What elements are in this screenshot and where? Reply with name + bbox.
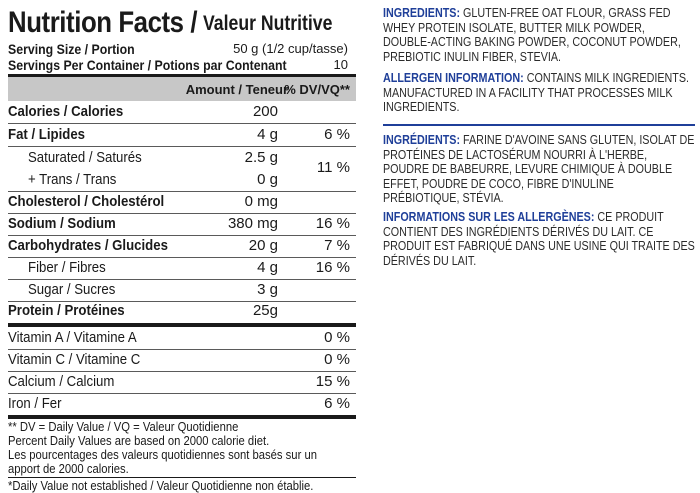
nutrient-row-sugar — [8, 279, 356, 302]
vitamin-name: Calcium / Calcium — [8, 373, 115, 390]
ingredients-heading: INGREDIENTS: — [383, 6, 461, 20]
nutrient-row-trans — [8, 169, 356, 192]
vitamin-name: Vitamin A / Vitamine A — [8, 329, 137, 346]
serving-size-label: Serving Size / Portion — [8, 41, 135, 57]
nutrient-name: Sugar / Sucres — [28, 281, 116, 298]
allergen-text: PRODUIT EST FABRIQUÉ DANS UNE USINE QUI TRAITE DES — [383, 239, 695, 253]
ingredients-french — [383, 133, 695, 206]
table-header — [8, 77, 356, 101]
ingredients-text: FARINE D'AVOINE SANS GLUTEN, ISOLAT DE — [460, 133, 695, 147]
servings-per-container-label: Servings Per Container / Potions par Contenant — [8, 57, 287, 73]
title-english: Nutrition Facts / — [8, 6, 198, 39]
nutrient-row-fiber — [8, 257, 356, 280]
vitamin-name: Vitamin C / Vitamine C — [8, 351, 141, 368]
nutrient-dv: 6 % — [324, 126, 350, 143]
nutrient-name: Saturated / Saturés — [28, 149, 142, 166]
nutrient-amount: 200 — [252, 103, 278, 120]
vitamin-row-calcium — [8, 371, 356, 394]
servings-per-container-row — [8, 57, 356, 73]
allergen-text: CONTIENT DES INGRÉDIENTS DÉRIVÉS DU LAIT. CE — [383, 224, 654, 239]
footnote-line: *Daily Value not established / Valeur Quotidienne non établie. — [8, 479, 314, 493]
nutrient-name: Sodium / Sodium — [8, 215, 116, 232]
nutrient-name: Carbohydrates / Glucides — [8, 237, 168, 254]
nutrient-name: Protein / Protéines — [8, 302, 125, 319]
nutrient-row-protein — [8, 300, 356, 322]
nutrient-row-fat — [8, 124, 356, 147]
allergen-english — [383, 71, 695, 115]
nutrient-amount: 2.5 g — [244, 149, 278, 166]
divider-thick — [8, 415, 356, 419]
ingredients-text: PRÉBIOTIQUE, STÉVIA. — [383, 191, 504, 205]
nutrient-dv: 16 % — [315, 215, 350, 232]
vitamin-dv: 6 % — [324, 395, 350, 412]
nutrient-row-calories — [8, 101, 356, 124]
vitamin-dv: 0 % — [324, 351, 350, 368]
nutrient-amount: 0 g — [257, 171, 278, 188]
nutrient-amount: 0 mg — [244, 193, 278, 210]
footnote-line: ** DV = Daily Value / VQ = Valeur Quotidienne — [8, 420, 239, 434]
ingredients-text: WHEY PROTEIN ISOLATE, BUTTER MILK POWDER, — [383, 20, 645, 35]
serving-size-value: 50 g (1/2 cup/tasse) — [233, 41, 348, 56]
header-amount: Amount / Teneur — [185, 82, 288, 97]
allergen-text: MANUFACTURED IN A FACILITY THAT PROCESSES MILK — [383, 85, 673, 100]
nutrient-row-carbohydrates — [8, 235, 356, 258]
nutrition-facts-panel — [8, 6, 356, 493]
vitamin-row-a — [8, 327, 356, 350]
ingredients-text: PROTÉINES DE LACTOSÉRUM NOURRI À L'HERBE, — [383, 147, 648, 162]
nutrient-amount: 4 g — [257, 259, 278, 276]
ingredients-text: DOUBLE-ACTING BAKING POWDER, COCONUT POWDER, — [383, 35, 681, 49]
ingredients-text: GLUTEN-FREE OAT FLOUR, GRASS FED — [460, 6, 671, 20]
nutrient-amount: 3 g — [257, 281, 278, 298]
ingredients-heading: INGRÉDIENTS: — [383, 133, 461, 147]
ingredients-text: EFFET, POUDRE DE COCO, FIBRE D'INULINE — [383, 176, 614, 191]
saturated-trans-dv: 11 % — [316, 159, 350, 176]
divider-thin — [8, 477, 356, 478]
nutrient-row-sodium — [8, 213, 356, 236]
footnote-daily-value — [8, 420, 356, 476]
footnote-line: apport de 2000 calories. — [8, 462, 129, 476]
footnote-line: Percent Daily Values are based on 2000 calorie diet. — [8, 434, 270, 448]
ingredients-english — [383, 6, 695, 64]
nutrient-dv: 7 % — [324, 237, 350, 254]
ingredients-text: PREBIOTIC INULIN FIBER, STEVIA. — [383, 49, 562, 64]
allergen-text: DÉRIVÉS DU LAIT. — [383, 253, 477, 268]
title-french: Valeur Nutritive — [203, 12, 333, 35]
allergen-text: CONTAINS MILK INGREDIENTS. — [523, 71, 689, 85]
nutrient-name: Fat / Lipides — [8, 126, 86, 143]
servings-per-container-value: 10 — [333, 57, 348, 72]
vitamin-dv: 0 % — [324, 329, 350, 346]
allergen-heading: ALLERGEN INFORMATION: — [383, 71, 524, 85]
language-separator — [383, 124, 695, 126]
header-daily-value: % DV/VQ** — [284, 82, 350, 97]
nutrient-amount: 380 mg — [227, 215, 278, 232]
vitamin-row-c — [8, 349, 356, 372]
vitamin-name: Iron / Fer — [8, 395, 62, 412]
vitamin-dv: 15 % — [315, 373, 350, 390]
nutrition-title — [8, 6, 356, 40]
nutrient-name: Fiber / Fibres — [28, 259, 106, 276]
allergen-text: CE PRODUIT — [594, 210, 664, 224]
nutrient-amount: 25g — [252, 302, 278, 319]
allergen-text: INGREDIENTS. — [383, 100, 460, 114]
nutrient-amount: 20 g — [248, 237, 278, 254]
nutrient-row-saturated — [8, 147, 356, 169]
nutrient-dv: 16 % — [315, 259, 350, 276]
allergen-french — [383, 210, 695, 268]
nutrient-name: Cholesterol / Cholestérol — [8, 193, 165, 210]
nutrient-amount: 4 g — [257, 126, 278, 143]
vitamin-row-iron — [8, 393, 356, 415]
nutrient-name: + Trans / Trans — [28, 171, 117, 188]
nutrient-row-cholesterol — [8, 191, 356, 214]
nutrient-name: Calories / Calories — [8, 103, 124, 120]
footnote-line: Les pourcentages des valeurs quotidiennes sont basés sur un — [8, 448, 317, 462]
allergen-heading: INFORMATIONS SUR LES ALLERGÈNES: — [383, 210, 595, 224]
ingredients-text: POUDRE DE BABEURRE, LEVURE CHIMIQUE À DOUBLE — [383, 162, 673, 176]
footnote-not-established — [8, 479, 356, 493]
serving-size-row — [8, 41, 356, 57]
